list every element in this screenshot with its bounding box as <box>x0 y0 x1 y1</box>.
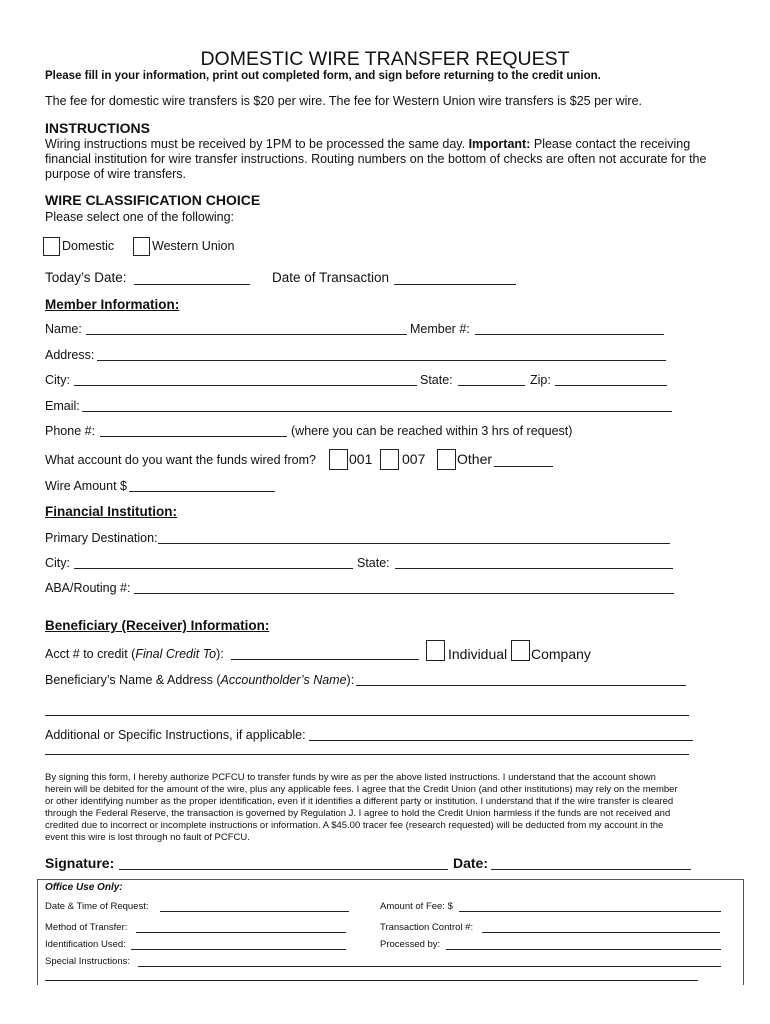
name-label: Name: <box>45 322 82 336</box>
beneficiary-heading: Beneficiary (Receiver) Information: <box>45 618 270 633</box>
instructions-text: Wiring instructions must be received by 1PM to be processed the same day. <box>45 137 469 151</box>
transaction-date-label: Date of Transaction <box>272 270 390 285</box>
instructions-line-2: financial institution for wire transfer instructions. Routing numbers on the bottom of checks are often not accurate for the <box>45 152 707 166</box>
account-other-checkbox[interactable] <box>437 449 456 470</box>
phone-note: (where you can be reached within 3 hrs of request) <box>291 424 573 438</box>
amount-fee-label: Amount of Fee: $ <box>380 901 453 912</box>
individual-label: Individual <box>448 646 508 662</box>
name-field[interactable] <box>86 334 407 335</box>
account-007-checkbox[interactable] <box>380 449 399 470</box>
acct-credit-label <box>45 647 224 661</box>
fi-city-field[interactable] <box>74 568 353 569</box>
instructions-line-3: purpose of wire transfers. <box>45 167 187 181</box>
fi-state-field[interactable] <box>395 568 673 569</box>
wire-amount-label: Wire Amount $ <box>45 479 127 493</box>
phone-label: Phone #: <box>45 424 96 438</box>
signature-date-field[interactable] <box>491 869 691 870</box>
domestic-checkbox[interactable] <box>43 237 60 256</box>
fee-note: The fee for domestic wire transfers is $20 per wire. The fee for Western Union wire transfers is $25 per wire. <box>45 94 643 108</box>
form-subtitle: Please fill in your information, print out completed form, and sign before returning to the credit union. <box>45 70 601 82</box>
signature-field[interactable] <box>119 869 448 870</box>
additional-instructions-label: Additional or Specific Instructions, if applicable: <box>45 728 306 742</box>
instructions-text-end: Please contact the receiving <box>530 137 691 151</box>
date-time-field[interactable] <box>160 911 349 912</box>
wire-amount-field[interactable] <box>129 491 275 492</box>
beneficiary-address-field[interactable] <box>45 715 689 716</box>
special-instructions-label: Special Instructions: <box>45 956 131 967</box>
account-001-checkbox[interactable] <box>329 449 348 470</box>
date-time-label: Date & Time of Request: <box>45 901 149 912</box>
individual-checkbox[interactable] <box>426 640 445 661</box>
company-checkbox[interactable] <box>511 640 530 661</box>
email-label: Email: <box>45 399 80 413</box>
instructions-heading: INSTRUCTIONS <box>45 120 150 136</box>
state-label: State: <box>420 373 453 387</box>
zip-field[interactable] <box>555 385 667 386</box>
address-label: Address: <box>45 348 95 362</box>
aba-field[interactable] <box>134 593 674 594</box>
office-heading: Office Use Only: <box>45 882 123 893</box>
zip-label: Zip: <box>530 373 551 387</box>
state-field[interactable] <box>458 385 525 386</box>
additional-instructions-field-2[interactable] <box>45 754 689 755</box>
account-question: What account do you want the funds wired from? <box>45 453 316 467</box>
method-label: Method of Transfer: <box>45 922 128 933</box>
fi-city-label: City: <box>45 556 70 570</box>
authorization-line-1: By signing this form, I hereby authorize PCFCU to transfer funds by wire as per the above listed instructions. I understand that the account shown <box>45 772 656 783</box>
acct-credit-prefix: Acct # to credit ( <box>45 647 136 661</box>
amount-fee-field[interactable] <box>459 911 721 912</box>
acct-credit-field[interactable] <box>231 659 419 660</box>
important-label: Important: <box>468 137 531 151</box>
primary-destination-field[interactable] <box>158 543 670 544</box>
western-union-checkbox[interactable] <box>133 237 150 256</box>
classification-prompt: Please select one of the following: <box>45 210 235 224</box>
page-title: DOMESTIC WIRE TRANSFER REQUEST <box>200 48 570 70</box>
address-field[interactable] <box>97 360 666 361</box>
beneficiary-name-label <box>45 673 354 687</box>
additional-instructions-field[interactable] <box>309 740 693 741</box>
account-other-field[interactable] <box>494 466 553 467</box>
authorization-line-3: or other identifying number as the proper identification, even if it identifies a different party or institution. I understand that if the wire transfer is cleared <box>45 796 674 807</box>
city-label: City: <box>45 373 70 387</box>
western-union-label: Western Union <box>152 239 235 253</box>
account-007-label: 007 <box>402 451 426 467</box>
member-number-label: Member #: <box>410 322 470 336</box>
fi-state-label: State: <box>357 556 390 570</box>
final-credit-to: Final Credit To <box>135 647 217 661</box>
authorization-line-6: event this wire is lost through no fault of PCFCU. <box>45 832 250 843</box>
control-label: Transaction Control #: <box>380 922 474 933</box>
phone-field[interactable] <box>100 436 287 437</box>
special-instructions-field-2[interactable] <box>45 980 698 981</box>
account-other-label: Other <box>457 451 493 467</box>
domestic-label: Domestic <box>62 239 115 253</box>
identification-label: Identification Used: <box>45 939 126 950</box>
processed-field[interactable] <box>446 949 721 950</box>
beneficiary-name-suffix: ): <box>346 673 355 687</box>
aba-label: ABA/Routing #: <box>45 581 131 595</box>
identification-field[interactable] <box>131 949 346 950</box>
primary-destination-label: Primary Destination: <box>45 531 158 545</box>
todays-date-label: Today’s Date: <box>45 270 127 285</box>
authorization-line-5: credited due to incorrect or incomplete instructions or information. A $45.00 tracer fee (research requested) will be deducted from my account in the <box>45 820 664 831</box>
email-field[interactable] <box>82 411 672 412</box>
member-number-field[interactable] <box>475 334 664 335</box>
member-heading: Member Information: <box>45 297 180 312</box>
beneficiary-name-prefix: Beneficiary’s Name & Address ( <box>45 673 221 687</box>
instructions-line-1 <box>45 137 690 151</box>
account-001-label: 001 <box>349 451 373 467</box>
classification-heading: WIRE CLASSIFICATION CHOICE <box>45 192 261 208</box>
control-field[interactable] <box>482 932 720 933</box>
method-field[interactable] <box>136 932 346 933</box>
todays-date-field[interactable] <box>134 284 250 285</box>
financial-heading: Financial Institution: <box>45 504 177 519</box>
authorization-line-2: herein will be debited for the amount of the wire, plus any applicable fees. I agree that the Credit Union (and other institutions) may rely on the member <box>45 784 678 795</box>
authorization-line-4: through the Federal Reserve, the transaction is governed by Regulation J. I agree to hold the Credit Union harmless if the funds are not received and <box>45 808 671 819</box>
company-label: Company <box>531 646 591 662</box>
acct-credit-suffix: ): <box>216 647 224 661</box>
signature-label: Signature: <box>45 855 115 871</box>
date-label: Date: <box>453 855 489 871</box>
city-field[interactable] <box>74 385 417 386</box>
transaction-date-field[interactable] <box>394 284 516 285</box>
beneficiary-name-field[interactable] <box>356 685 686 686</box>
processed-label: Processed by: <box>380 939 441 950</box>
special-instructions-field[interactable] <box>138 966 721 967</box>
accountholder-name: Accountholder’s Name <box>220 673 347 687</box>
